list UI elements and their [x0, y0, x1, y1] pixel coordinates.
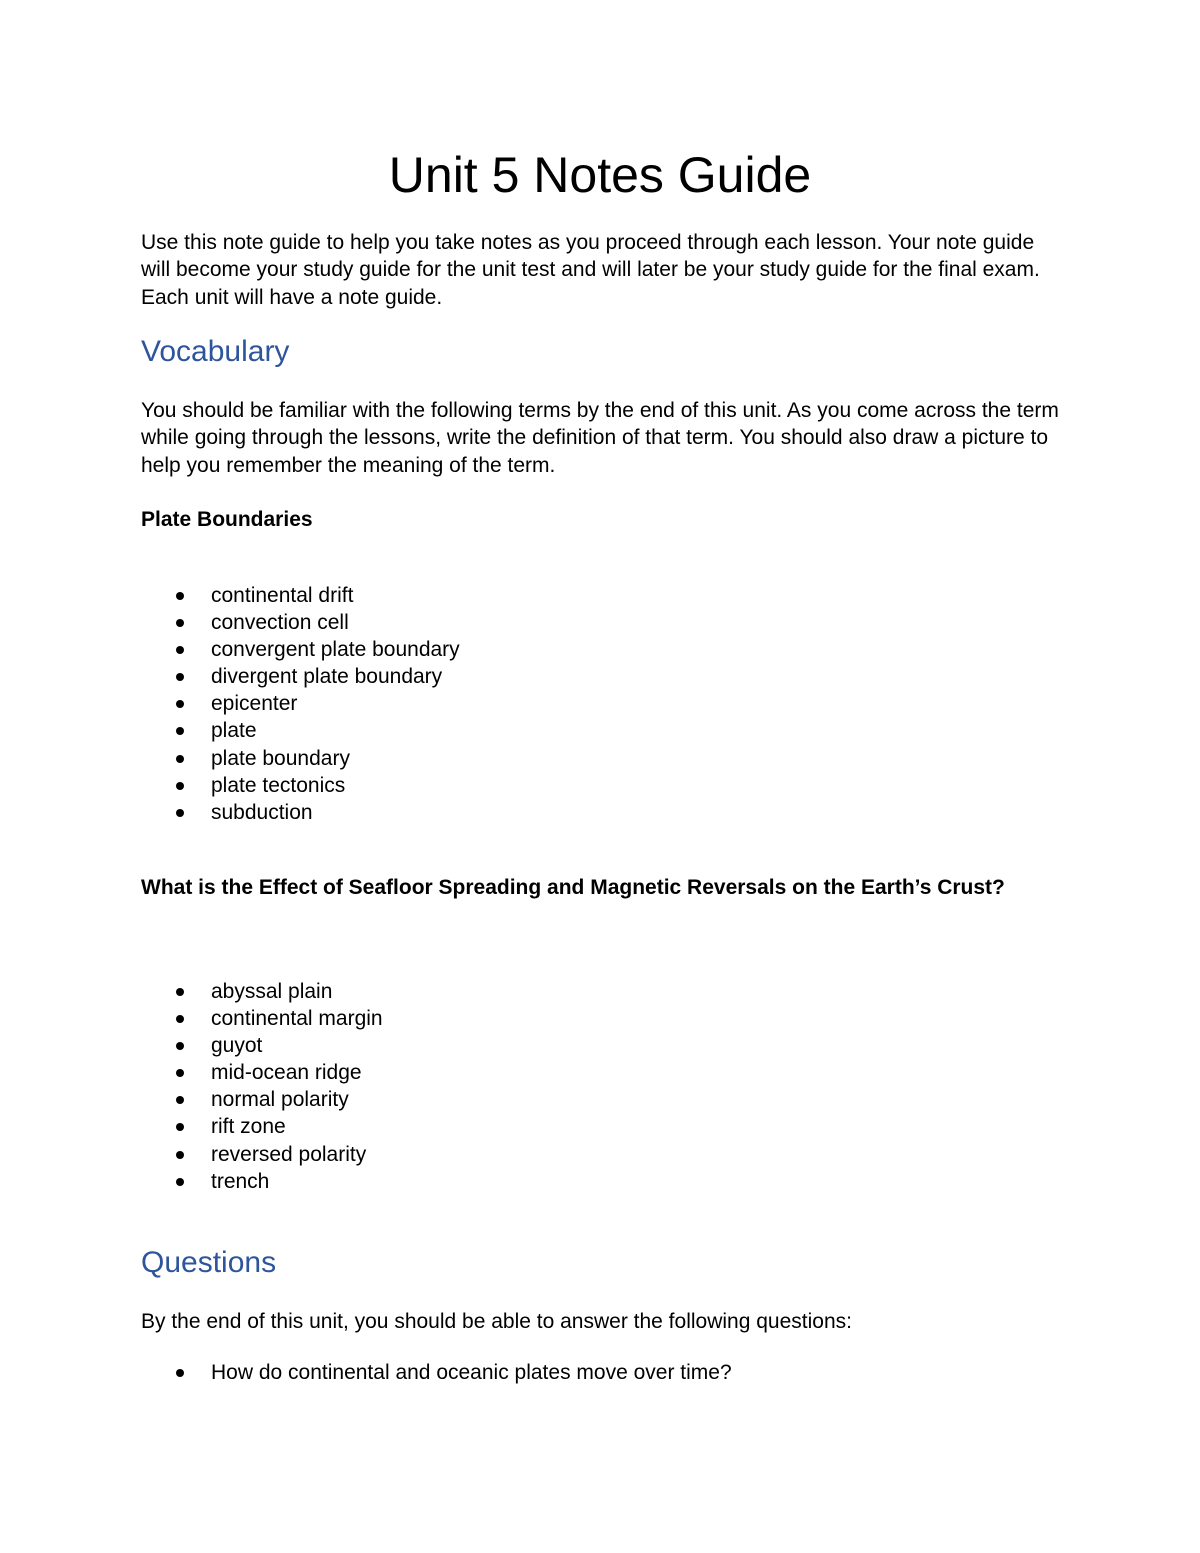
list-item — [141, 1059, 383, 1086]
questions-heading: Questions — [141, 1246, 277, 1279]
bullet-icon — [176, 1123, 184, 1131]
term-label: normal polarity — [211, 1088, 349, 1112]
list-item — [141, 582, 460, 609]
bullet-icon — [176, 755, 184, 763]
term-label: trench — [211, 1169, 270, 1193]
term-label: convergent plate boundary — [211, 638, 460, 662]
bullet-icon — [176, 646, 184, 654]
plate-boundaries-subheading: Plate Boundaries — [141, 508, 313, 531]
question-label: How do continental and oceanic plates move over time? — [211, 1361, 732, 1384]
questions-paragraph: By the end of this unit, you should be able to answer the following questions: — [141, 1310, 852, 1333]
term-label: plate tectonics — [211, 773, 346, 797]
list-item — [141, 609, 460, 636]
list-item — [141, 690, 460, 717]
document-title: Unit 5 Notes Guide — [388, 147, 812, 203]
term-label: plate boundary — [211, 746, 350, 770]
seafloor-spreading-subheading: What is the Effect of Seafloor Spreading and Magnetic Reversals on the Earth’s Crust? — [141, 876, 1005, 899]
term-label: rift zone — [211, 1115, 286, 1139]
bullet-icon — [176, 1369, 184, 1377]
bullet-icon — [176, 809, 184, 817]
list-item — [141, 1086, 383, 1113]
list-item — [141, 772, 460, 799]
list-item — [141, 745, 460, 772]
term-label: plate — [211, 719, 257, 743]
term-label: divergent plate boundary — [211, 665, 443, 689]
list-item — [141, 1359, 732, 1386]
term-label: epicenter — [211, 692, 298, 716]
plate-boundaries-term-list — [141, 582, 460, 826]
term-label: mid-ocean ridge — [211, 1061, 362, 1085]
bullet-icon — [176, 1096, 184, 1104]
term-label: guyot — [211, 1034, 263, 1058]
bullet-icon — [176, 673, 184, 681]
list-item — [141, 799, 460, 826]
questions-list — [141, 1359, 732, 1386]
term-label: subduction — [211, 800, 313, 824]
bullet-icon — [176, 1042, 184, 1050]
bullet-icon — [176, 1151, 184, 1159]
list-item — [141, 1113, 383, 1140]
bullet-icon — [176, 988, 184, 996]
seafloor-term-list — [141, 978, 383, 1195]
bullet-icon — [176, 782, 184, 790]
bullet-icon — [176, 727, 184, 735]
bullet-icon — [176, 700, 184, 708]
list-item — [141, 663, 460, 690]
list-item — [141, 1168, 383, 1195]
bullet-icon — [176, 1069, 184, 1077]
list-item — [141, 636, 460, 663]
list-item — [141, 717, 460, 744]
list-item — [141, 1005, 383, 1032]
bullet-icon — [176, 1015, 184, 1023]
list-item — [141, 1141, 383, 1168]
bullet-icon — [176, 1178, 184, 1186]
term-label: continental margin — [211, 1007, 383, 1031]
term-label: continental drift — [211, 584, 354, 607]
intro-paragraph: Use this note guide to help you take notes as you proceed through each lesson. Your note guide will become your study guide for the unit test and will later be your study guide for the final exam. Each unit will have a note guide. — [141, 231, 1040, 309]
bullet-icon — [176, 619, 184, 627]
vocabulary-paragraph: You should be familiar with the following terms by the end of this unit. As you come across the term while going through the lessons, write the definition of that term. You should also draw a picture to help you remember the meaning of the term. — [141, 399, 1059, 477]
bullet-icon — [176, 592, 184, 600]
term-label: reversed polarity — [211, 1142, 367, 1166]
term-label: convection cell — [211, 611, 349, 635]
vocabulary-heading: Vocabulary — [141, 335, 290, 368]
list-item — [141, 1032, 383, 1059]
list-item — [141, 978, 383, 1005]
term-label: abyssal plain — [211, 980, 333, 1003]
